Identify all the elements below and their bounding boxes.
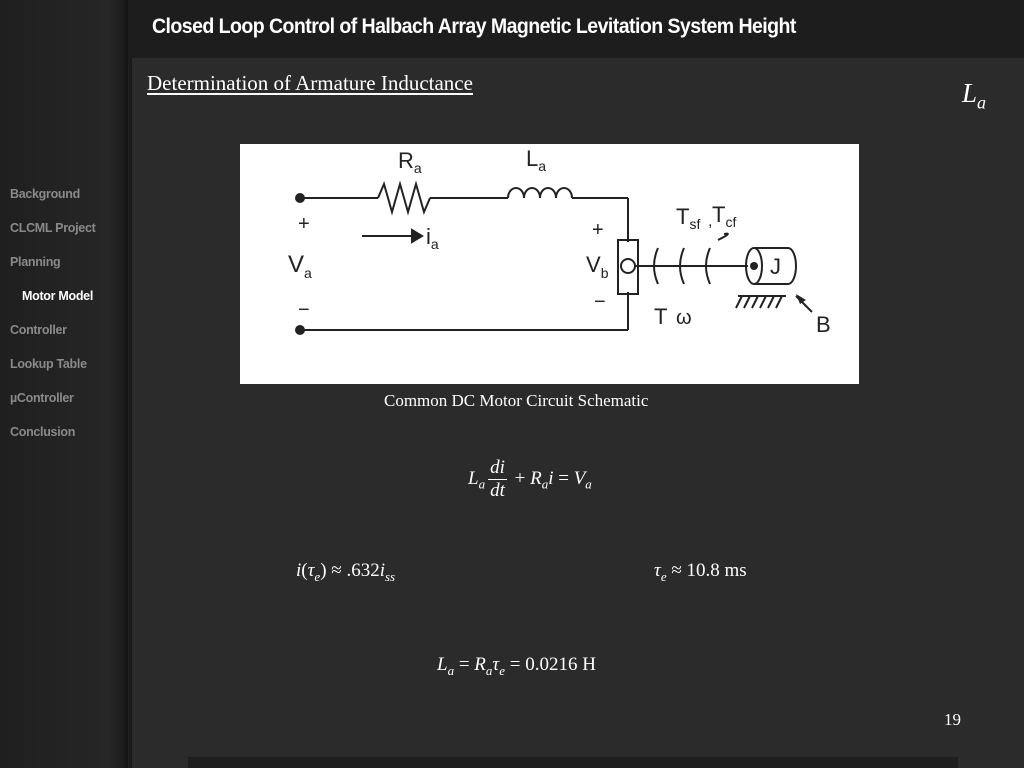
nav-item-background[interactable]: Background: [10, 187, 80, 201]
ground-hatch: [736, 296, 782, 308]
label-t: T: [654, 304, 668, 329]
nav-item-planning[interactable]: Planning: [10, 255, 61, 269]
equation-voltage: $L_a$ $\frac{di}{dt}$ + $R_ai = V_a$: [468, 457, 592, 501]
equation-time-constant-current: $i(\tau_e) \approx .632i_{ss}$: [296, 560, 396, 584]
slide-title: Closed Loop Control of Halbach Array Magnetic Levitation System Height: [152, 15, 796, 38]
nav-item-conclusion[interactable]: Conclusion: [10, 425, 76, 439]
resistor-ra: [378, 184, 430, 212]
nav-item-clcml-project[interactable]: CLCML Project: [10, 221, 96, 235]
label-b: B: [816, 312, 831, 337]
dc-motor-schematic: [240, 144, 859, 384]
figure-caption: Common DC Motor Circuit Schematic: [384, 391, 649, 410]
load-center: [750, 262, 758, 270]
label-comma: ,: [708, 213, 713, 230]
label-tsf: $T_{sf}$: [676, 204, 701, 232]
label-la: $L_a$: [526, 146, 547, 174]
bottom-strip: [188, 757, 958, 768]
schematic-svg: [240, 144, 859, 384]
load-back: [788, 248, 796, 284]
motor-rotor: [621, 259, 635, 273]
label-vb: $V_b$: [586, 252, 609, 281]
inductor-la: [508, 188, 572, 198]
current-arrow: [362, 230, 422, 242]
nav-item-ucontroller[interactable]: µController: [10, 391, 74, 405]
nav-item-controller[interactable]: Controller: [10, 323, 67, 337]
section-heading: Determination of Armature Inductance: [147, 71, 473, 95]
label-plus-right: +: [592, 219, 604, 241]
page-number: 19: [944, 710, 961, 729]
corner-symbol: [962, 78, 986, 113]
label-omega: ω: [676, 307, 692, 329]
friction-arc: [718, 234, 728, 240]
corner-symbol-sub: a: [977, 92, 987, 113]
section-nav: [10, 184, 128, 456]
fraction-di-dt: $\frac{di}{dt}$: [490, 457, 505, 501]
equation-inductance-result: $L_a = R_a\tau_e = 0.0216$ H: [437, 654, 596, 678]
damping-arrow-head: [796, 294, 806, 304]
label-ia: $i_a$: [426, 224, 439, 252]
label-plus-left: +: [298, 213, 310, 235]
label-ra: $R_a$: [398, 148, 422, 176]
label-minus-left: −: [298, 299, 310, 321]
terminal-top: [295, 193, 305, 203]
corner-symbol-base: L: [962, 78, 978, 108]
label-va: $V_a$: [288, 251, 312, 281]
equation-tau-value: $\tau_e \approx 10.8$ ms: [654, 560, 747, 584]
label-j: J: [770, 254, 781, 279]
nav-item-motor-model[interactable]: Motor Model: [22, 289, 93, 303]
label-minus-right: −: [594, 291, 606, 313]
label-tcf: $T_{cf}$: [712, 202, 737, 230]
nav-item-lookup-table[interactable]: Lookup Table: [10, 357, 87, 371]
terminal-bottom: [295, 325, 305, 335]
